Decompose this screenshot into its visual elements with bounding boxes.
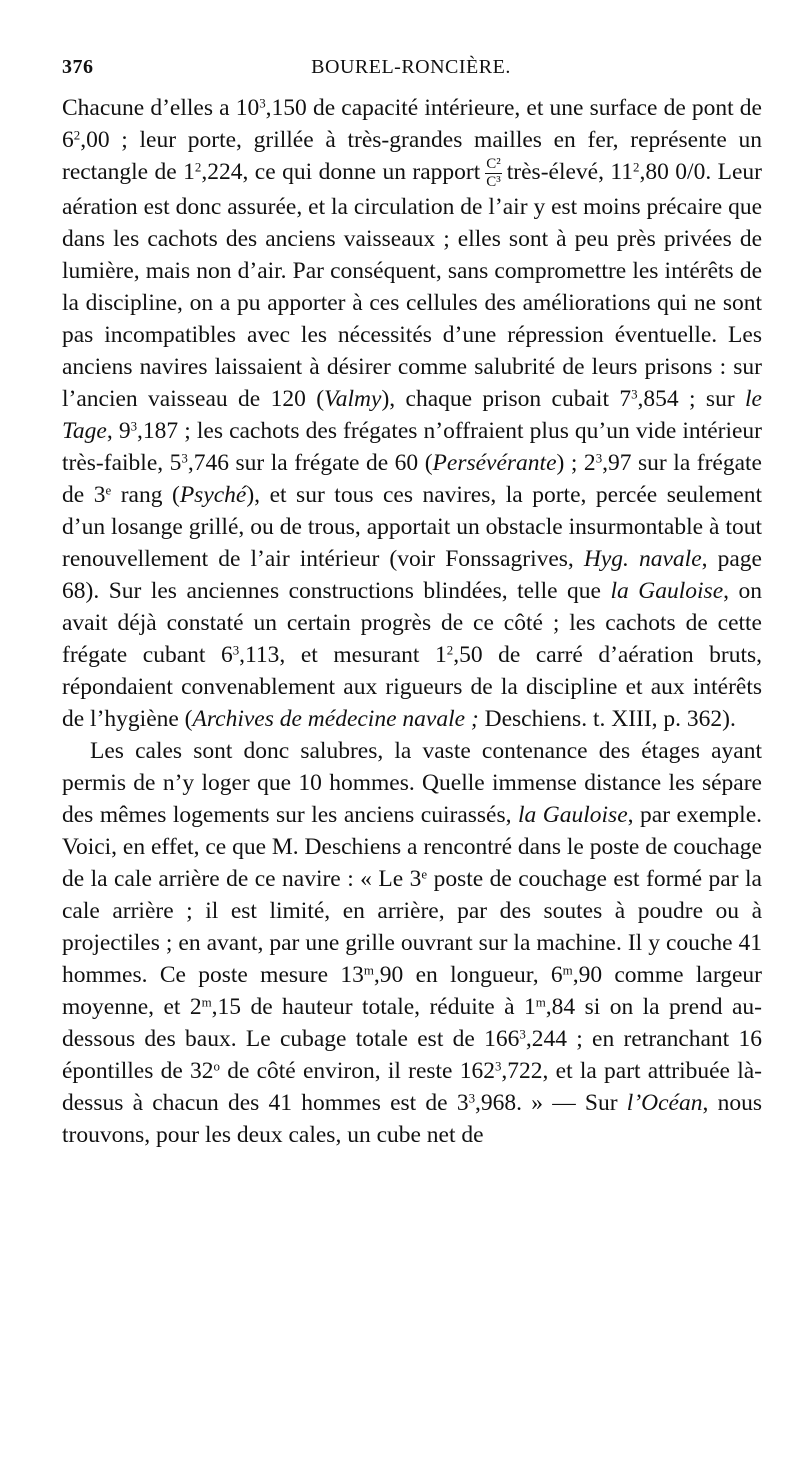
fraction-denominator: C³: [486, 174, 501, 191]
paragraph-2: Les cales sont donc salubres, la vaste contenance des étages ayant permis de n’y loger que 10 hommes. Quelle immense distance les sépare des mêmes logements sur les anciens cuirassés, la Gauloise, par exemple. Voici, en effet, ce que M. Deschiens a rencontré dans le poste de couchage de la cale arrière de ce navire : « Le 3e poste de couchage est formé par la cale arrière ; il est limité, en arrière, par des soutes à poudre ou à projectiles ; en avant, par une grille ouvrant sur la machine. Il y couche 41 hommes. Ce poste mesure 13$^m$,90 en longueur, 6$^m$,90 comme largeur moyenne, et 2$^m$,15 de hauteur totale, réduite à 1$^m$,84 si on la prend au-dessous des baux. Le cubage totale est de $166^3,244$ ; en retranchant 16 épontilles de 32$^o$ de côté environ, il reste $162^3,722$, et la part attribuée là-dessus à chacun des 41 hommes est de $3^3,968$. » — Sur l’Océan, nous trouvons, pour les deux cales, un cube net de: [62, 738, 762, 1149]
ratio-fraction: [485, 156, 502, 191]
fraction-numerator: C²: [486, 156, 501, 173]
page-number: 376: [62, 56, 94, 78]
body-text: [62, 92, 762, 1151]
running-title: BOUREL-RONCIÈRE.: [311, 56, 511, 78]
running-header: [62, 56, 760, 86]
paragraph-1: Chacune d’elles a $10^3,150$ de capacité intérieure, et une surface de pont de $6^2,00$ ; leur porte, grillée à très-grandes mailles en fer, représente un rectangle de $1^2,224$, ce qui donne un rapport $\frac{\text{C²}}{\text{C³}}$ très-élevé, $11^2,80$ 0/0. Leur aération est donc assurée, et la circulation de l’air y est moins précaire que dans les cachots des anciens vaisseaux ; elles sont à peu près privées de lumière, mais non d’air. Par conséquent, sans compromettre les intérêts de la discipline, on a pu apporter à ces cellules des améliorations qui ne sont pas incompatibles avec les nécessités d’une répression éventuelle. Les anciens navires laissaient à désirer comme salubrité de leurs prisons : sur l’ancien vaisseau de 120 (Valmy), chaque prison cubait $7^3,854$ ; sur le Tage, $9^3,187$ ; les cachots des frégates n’offraient plus qu’un vide intérieur très-faible, $5^3,746$ sur la frégate de 60 (Persévérante) ; $2^3,97$ sur la frégate de 3e rang (Psyché), et sur tous ces navires, la porte, percée seulement d’un losange grillé, ou de trous, apportait un obstacle insurmontable à tout renouvellement de l’air intérieur (voir Fonssagrives, Hyg. navale, page 68). Sur les anciennes constructions blindées, telle que la Gauloise, on avait déjà constaté un certain progrès de ce côté ; les cachots de cette frégate cubant $6^3,113$, et mesurant $1^2,50$ de carré d’aération bruts, répondaient convenablement aux rigueurs de la discipline et aux intérêts de l’hygiène (Archives de médecine navale ; Deschiens. t. XIII, p. 362).: [62, 95, 763, 733]
